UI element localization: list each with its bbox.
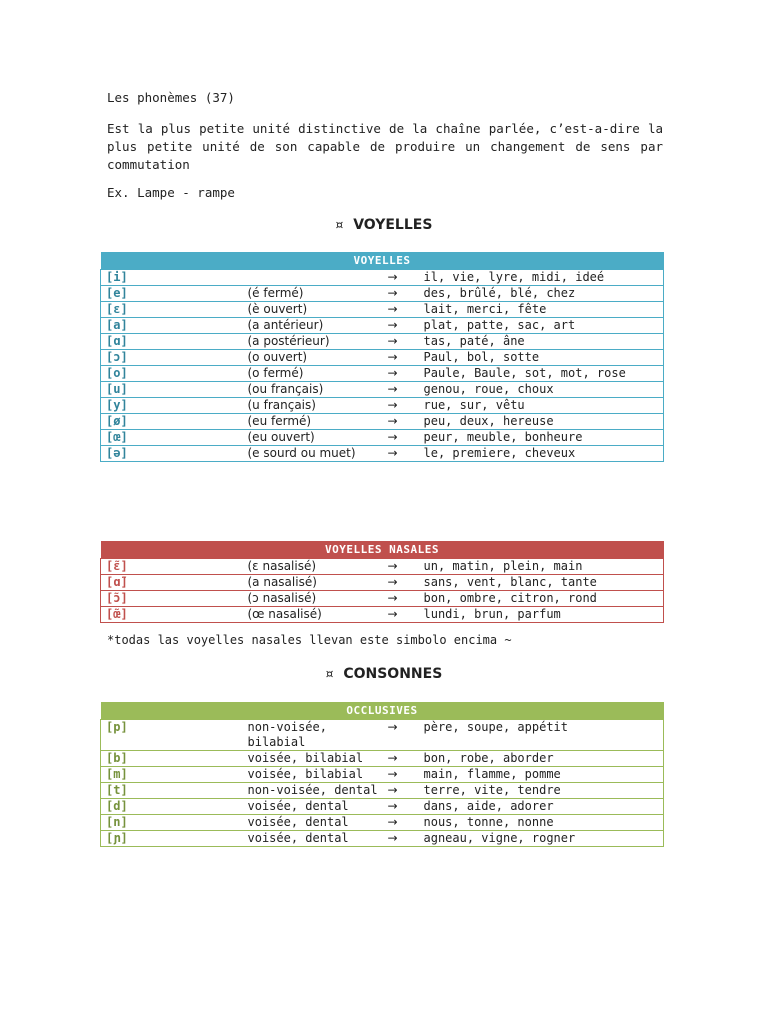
phoneme-symbol: [œ̃] — [101, 607, 243, 623]
phoneme-examples: peu, deux, hereuse — [419, 414, 664, 430]
table-row — [101, 334, 664, 350]
phoneme-description: voisée, dental — [243, 831, 383, 847]
vowels-section-heading — [0, 217, 768, 233]
phoneme-description: voisée, bilabial — [243, 767, 383, 783]
phoneme-description: (u français) — [243, 398, 383, 414]
table-row — [101, 607, 664, 623]
phoneme-description: (a nasalisé) — [243, 575, 383, 591]
arrow-icon: → — [383, 591, 419, 607]
arrow-icon: → — [383, 767, 419, 783]
phoneme-symbol: [ɛ] — [101, 302, 243, 318]
phoneme-symbol: [a] — [101, 318, 243, 334]
arrow-icon: → — [383, 559, 419, 575]
phoneme-symbol: [ɲ] — [101, 831, 243, 847]
phoneme-symbol: [ɛ̃] — [101, 559, 243, 575]
arrow-icon: → — [383, 366, 419, 382]
phoneme-examples: rue, sur, vêtu — [419, 398, 664, 414]
arrow-icon: → — [383, 286, 419, 302]
table-row — [101, 430, 664, 446]
phoneme-symbol: [ø] — [101, 414, 243, 430]
phoneme-description — [243, 270, 383, 286]
phoneme-examples: nous, tonne, nonne — [419, 815, 664, 831]
phoneme-symbol: [y] — [101, 398, 243, 414]
phoneme-examples: Paule, Baule, sot, mot, rose — [419, 366, 664, 382]
phoneme-description: voisée, dental — [243, 815, 383, 831]
vowels-table-header: VOYELLES — [101, 252, 664, 270]
phoneme-description: non-voisée, bilabial — [243, 720, 383, 751]
table-row — [101, 382, 664, 398]
phoneme-examples: lait, merci, fête — [419, 302, 664, 318]
phoneme-description: non-voisée, dental — [243, 783, 383, 799]
arrow-icon: → — [383, 815, 419, 831]
table-row — [101, 302, 664, 318]
phoneme-examples: un, matin, plein, main — [419, 559, 664, 575]
phoneme-description: (e sourd ou muet) — [243, 446, 383, 462]
arrow-icon: → — [383, 334, 419, 350]
nasal-table-header: VOYELLES NASALES — [101, 541, 664, 559]
table-row — [101, 591, 664, 607]
phoneme-examples: Paul, bol, sotte — [419, 350, 664, 366]
arrow-icon: → — [383, 575, 419, 591]
table-row — [101, 767, 664, 783]
arrow-icon: → — [383, 398, 419, 414]
phoneme-symbol: [e] — [101, 286, 243, 302]
phoneme-examples: peur, meuble, bonheure — [419, 430, 664, 446]
phoneme-description: (a antérieur) — [243, 318, 383, 334]
arrow-icon: → — [383, 783, 419, 799]
table-row — [101, 751, 664, 767]
consonants-heading-text: CONSONNES — [343, 666, 443, 682]
phoneme-examples: sans, vent, blanc, tante — [419, 575, 664, 591]
phoneme-symbol: [o] — [101, 366, 243, 382]
table-row — [101, 350, 664, 366]
phoneme-symbol: [i] — [101, 270, 243, 286]
occlusives-table — [100, 702, 664, 847]
occlusives-table-header: OCCLUSIVES — [101, 702, 664, 720]
table-row — [101, 414, 664, 430]
arrow-icon: → — [383, 270, 419, 286]
phoneme-description: (é fermé) — [243, 286, 383, 302]
arrow-icon: → — [383, 350, 419, 366]
table-row — [101, 366, 664, 382]
example-line: Ex. Lampe - rampe — [107, 185, 235, 200]
phoneme-examples: bon, robe, aborder — [419, 751, 664, 767]
phoneme-description: (a postérieur) — [243, 334, 383, 350]
bullet-icon: ¤ — [335, 218, 344, 232]
phoneme-examples: bon, ombre, citron, rond — [419, 591, 664, 607]
table-row — [101, 575, 664, 591]
arrow-icon: → — [383, 607, 419, 623]
phoneme-symbol: [ɑ̃] — [101, 575, 243, 591]
phoneme-symbol: [ə] — [101, 446, 243, 462]
phoneme-description: (eu ouvert) — [243, 430, 383, 446]
phoneme-symbol: [ɔ] — [101, 350, 243, 366]
phoneme-description: (ɔ nasalisé) — [243, 591, 383, 607]
vowels-heading-text: VOYELLES — [353, 217, 433, 233]
arrow-icon: → — [383, 414, 419, 430]
arrow-icon: → — [383, 382, 419, 398]
arrow-icon: → — [383, 430, 419, 446]
table-row — [101, 720, 664, 751]
table-row — [101, 815, 664, 831]
arrow-icon: → — [383, 831, 419, 847]
table-row — [101, 446, 664, 462]
table-row — [101, 831, 664, 847]
phoneme-examples: genou, roue, choux — [419, 382, 664, 398]
vowels-table — [100, 252, 664, 462]
phoneme-description: (ou français) — [243, 382, 383, 398]
table-row — [101, 783, 664, 799]
nasal-vowels-table — [100, 541, 664, 623]
phoneme-symbol: [t] — [101, 783, 243, 799]
phoneme-examples: agneau, vigne, rogner — [419, 831, 664, 847]
phoneme-symbol: [d] — [101, 799, 243, 815]
arrow-icon: → — [383, 751, 419, 767]
phoneme-examples: dans, aide, adorer — [419, 799, 664, 815]
phoneme-examples: des, brûlé, blé, chez — [419, 286, 664, 302]
phoneme-description: (œ nasalisé) — [243, 607, 383, 623]
phoneme-description: (o fermé) — [243, 366, 383, 382]
arrow-icon: → — [383, 720, 419, 751]
arrow-icon: → — [383, 446, 419, 462]
table-row — [101, 559, 664, 575]
table-row — [101, 799, 664, 815]
phoneme-examples: tas, paté, âne — [419, 334, 664, 350]
document-title: Les phonèmes (37) — [107, 90, 235, 105]
consonants-section-heading — [0, 666, 768, 682]
phoneme-description: (è ouvert) — [243, 302, 383, 318]
table-row — [101, 270, 664, 286]
nasal-footnote: *todas las voyelles nasales llevan este simbolo encima ~ — [107, 633, 512, 647]
phoneme-symbol: [n] — [101, 815, 243, 831]
bullet-icon: ¤ — [325, 667, 334, 681]
phoneme-symbol: [u] — [101, 382, 243, 398]
phoneme-symbol: [p] — [101, 720, 243, 751]
phoneme-description: voisée, bilabial — [243, 751, 383, 767]
phoneme-examples: il, vie, lyre, midi, ideé — [419, 270, 664, 286]
phoneme-examples: plat, patte, sac, art — [419, 318, 664, 334]
phoneme-examples: lundi, brun, parfum — [419, 607, 664, 623]
phoneme-definition: Est la plus petite unité distinctive de la chaîne parlée, c’est-a-dire la plus petite unité de son capable de produire un changement de sens par commutation — [107, 121, 663, 172]
phoneme-examples: terre, vite, tendre — [419, 783, 664, 799]
phoneme-symbol: [œ] — [101, 430, 243, 446]
phoneme-description: voisée, dental — [243, 799, 383, 815]
table-row — [101, 286, 664, 302]
phoneme-symbol: [m] — [101, 767, 243, 783]
phoneme-description: (ɛ nasalisé) — [243, 559, 383, 575]
phoneme-description: (eu fermé) — [243, 414, 383, 430]
phoneme-description: (o ouvert) — [243, 350, 383, 366]
arrow-icon: → — [383, 302, 419, 318]
phoneme-symbol: [ɑ] — [101, 334, 243, 350]
phoneme-symbol: [ɔ̃] — [101, 591, 243, 607]
arrow-icon: → — [383, 318, 419, 334]
table-row — [101, 318, 664, 334]
arrow-icon: → — [383, 799, 419, 815]
phoneme-examples: le, premiere, cheveux — [419, 446, 664, 462]
phoneme-examples: main, flamme, pomme — [419, 767, 664, 783]
phoneme-symbol: [b] — [101, 751, 243, 767]
phoneme-examples: père, soupe, appétit — [419, 720, 664, 751]
table-row — [101, 398, 664, 414]
